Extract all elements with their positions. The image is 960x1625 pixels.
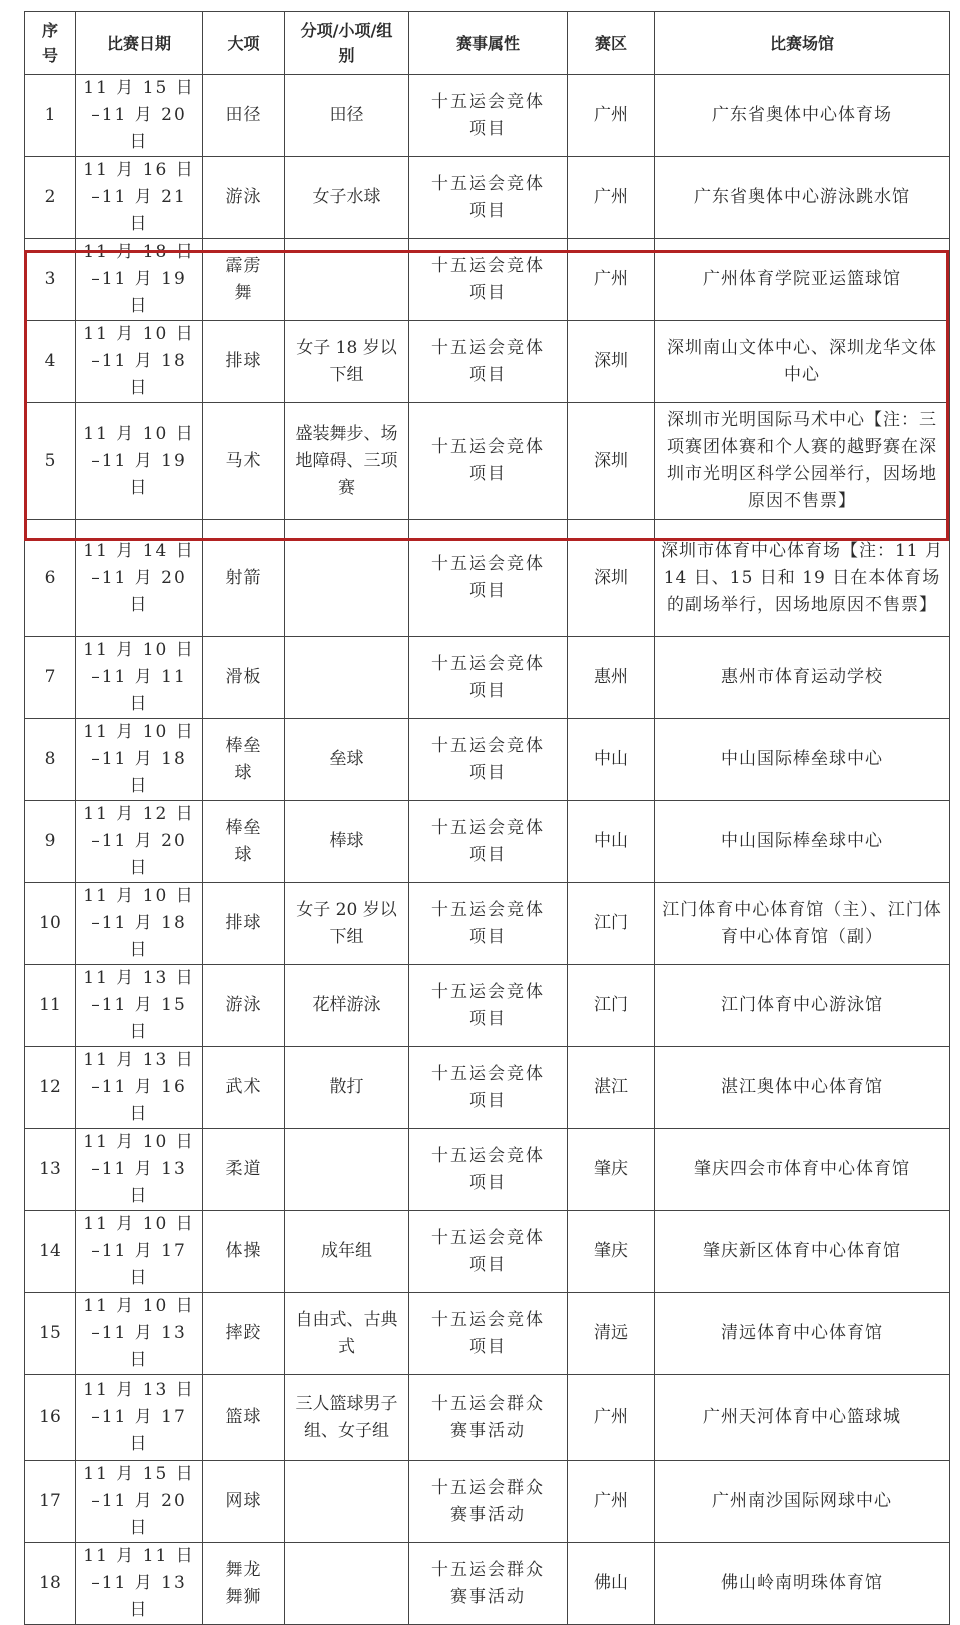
cell-attr: 十五运会竞体项目 <box>409 1211 568 1293</box>
cell-no: 16 <box>25 1375 76 1461</box>
cell-major: 排球 <box>203 321 285 403</box>
cell-sub <box>285 1461 409 1543</box>
cell-major: 游泳 <box>203 157 285 239</box>
cell-sub: 成年组 <box>285 1211 409 1293</box>
cell-zone: 清远 <box>568 1293 655 1375</box>
cell-date <box>76 321 203 403</box>
date-start: 11 月 10 日 <box>83 640 195 660</box>
table-row <box>25 637 950 719</box>
cell-no: 11 <box>25 965 76 1047</box>
cell-attr: 十五运会竞体项目 <box>409 1293 568 1375</box>
cell-date <box>76 1129 203 1211</box>
cell-zone: 湛江 <box>568 1047 655 1129</box>
cell-no: 15 <box>25 1293 76 1375</box>
cell-date <box>76 1461 203 1543</box>
date-start: 11 月 13 日 <box>83 1380 195 1400</box>
date-end: –11 月 17 日 <box>91 1407 187 1454</box>
cell-sub: 田径 <box>285 75 409 157</box>
cell-attr: 十五运会竞体项目 <box>409 239 568 321</box>
cell-date <box>76 637 203 719</box>
date-start: 11 月 15 日 <box>83 1464 195 1484</box>
cell-major: 武术 <box>203 1047 285 1129</box>
cell-no: 6 <box>25 520 76 637</box>
cell-attr: 十五运会竞体项目 <box>409 75 568 157</box>
date-start: 11 月 13 日 <box>83 1050 195 1070</box>
cell-zone: 肇庆 <box>568 1211 655 1293</box>
cell-venue: 中山国际棒垒球中心 <box>655 801 950 883</box>
cell-date <box>76 1047 203 1129</box>
header-sub: 分项/小项/组别 <box>285 12 409 75</box>
table-row <box>25 1461 950 1543</box>
cell-sub: 垒球 <box>285 719 409 801</box>
table-row <box>25 1293 950 1375</box>
cell-venue: 中山国际棒垒球中心 <box>655 719 950 801</box>
cell-no: 14 <box>25 1211 76 1293</box>
cell-date <box>76 1375 203 1461</box>
cell-venue: 清远体育中心体育馆 <box>655 1293 950 1375</box>
date-start: 11 月 15 日 <box>83 78 195 98</box>
cell-sub: 花样游泳 <box>285 965 409 1047</box>
cell-attr: 十五运会群众赛事活动 <box>409 1543 568 1625</box>
header-attr: 赛事属性 <box>409 12 568 75</box>
cell-sub <box>285 239 409 321</box>
cell-venue: 江门体育中心游泳馆 <box>655 965 950 1047</box>
cell-venue: 广东省奥体中心游泳跳水馆 <box>655 157 950 239</box>
cell-zone: 中山 <box>568 719 655 801</box>
cell-sub: 三人篮球男子组、女子组 <box>285 1375 409 1461</box>
cell-zone: 惠州 <box>568 637 655 719</box>
date-start: 11 月 10 日 <box>83 423 195 444</box>
cell-venue: 肇庆四会市体育中心体育馆 <box>655 1129 950 1211</box>
cell-attr: 十五运会竞体项目 <box>409 883 568 965</box>
cell-zone: 深圳 <box>568 403 655 520</box>
header-date: 比赛日期 <box>76 12 203 75</box>
cell-major: 排球 <box>203 883 285 965</box>
date-start: 11 月 10 日 <box>83 324 195 344</box>
cell-sub: 盛装舞步、场地障碍、三项赛 <box>285 403 409 520</box>
date-end: –11 月 20 日 <box>91 1491 187 1538</box>
cell-attr: 十五运会竞体项目 <box>409 1047 568 1129</box>
cell-date <box>76 239 203 321</box>
cell-venue: 佛山岭南明珠体育馆 <box>655 1543 950 1625</box>
cell-major: 舞龙舞狮 <box>203 1543 285 1625</box>
table-row <box>25 1211 950 1293</box>
cell-major: 网球 <box>203 1461 285 1543</box>
cell-zone: 广州 <box>568 75 655 157</box>
cell-sub <box>285 1129 409 1211</box>
date-start: 11 月 18 日 <box>83 242 195 262</box>
cell-attr: 十五运会竞体项目 <box>409 965 568 1047</box>
cell-attr: 十五运会竞体项目 <box>409 520 568 637</box>
cell-major: 体操 <box>203 1211 285 1293</box>
cell-zone: 深圳 <box>568 321 655 403</box>
cell-zone: 江门 <box>568 965 655 1047</box>
cell-no: 1 <box>25 75 76 157</box>
date-end: –11 月 19 日 <box>91 450 187 498</box>
cell-venue: 肇庆新区体育中心体育馆 <box>655 1211 950 1293</box>
cell-major: 篮球 <box>203 1375 285 1461</box>
cell-major: 棒垒球 <box>203 719 285 801</box>
date-end: –11 月 13 日 <box>91 1159 187 1206</box>
cell-venue: 深圳市光明国际马术中心【注：三项赛团体赛和个人赛的越野赛在深圳市光明区科学公园举行，因场地原因不售票】 <box>655 403 950 520</box>
cell-sub: 自由式、古典式 <box>285 1293 409 1375</box>
cell-sub: 女子水球 <box>285 157 409 239</box>
table-row <box>25 1375 950 1461</box>
cell-date <box>76 801 203 883</box>
date-start: 11 月 12 日 <box>83 804 195 824</box>
cell-no: 3 <box>25 239 76 321</box>
cell-no: 13 <box>25 1129 76 1211</box>
cell-sub: 女子 18 岁以下组 <box>285 321 409 403</box>
cell-no: 5 <box>25 403 76 520</box>
table-row <box>25 1543 950 1625</box>
cell-attr: 十五运会竞体项目 <box>409 321 568 403</box>
date-start: 11 月 10 日 <box>83 886 195 906</box>
header-venue: 比赛场馆 <box>655 12 950 75</box>
cell-venue: 惠州市体育运动学校 <box>655 637 950 719</box>
cell-major: 摔跤 <box>203 1293 285 1375</box>
cell-attr: 十五运会竞体项目 <box>409 637 568 719</box>
cell-zone: 广州 <box>568 1461 655 1543</box>
cell-major: 田径 <box>203 75 285 157</box>
cell-major: 滑板 <box>203 637 285 719</box>
date-start: 11 月 13 日 <box>83 968 195 988</box>
cell-attr: 十五运会竞体项目 <box>409 719 568 801</box>
cell-venue: 广东省奥体中心体育场 <box>655 75 950 157</box>
cell-venue: 广州南沙国际网球中心 <box>655 1461 950 1543</box>
date-end: –11 月 15 日 <box>91 995 187 1042</box>
date-end: –11 月 19 日 <box>91 269 187 316</box>
date-end: –11 月 16 日 <box>91 1077 187 1124</box>
cell-no: 2 <box>25 157 76 239</box>
date-end: –11 月 13 日 <box>91 1573 187 1620</box>
cell-venue: 深圳市体育中心体育场【注：11 月 14 日、15 日和 19 日在本体育场的副场举行，因场地原因不售票】 <box>655 520 950 637</box>
cell-attr: 十五运会竞体项目 <box>409 403 568 520</box>
table-row <box>25 520 950 637</box>
cell-sub: 散打 <box>285 1047 409 1129</box>
cell-zone: 广州 <box>568 239 655 321</box>
header-major: 大项 <box>203 12 285 75</box>
table-row <box>25 1129 950 1211</box>
cell-venue: 深圳南山文体中心、深圳龙华文体中心 <box>655 321 950 403</box>
date-start: 11 月 10 日 <box>83 722 195 742</box>
date-end: –11 月 18 日 <box>91 351 187 398</box>
cell-no: 12 <box>25 1047 76 1129</box>
cell-no: 8 <box>25 719 76 801</box>
cell-venue: 广州体育学院亚运篮球馆 <box>655 239 950 321</box>
cell-sub <box>285 1543 409 1625</box>
cell-no: 17 <box>25 1461 76 1543</box>
cell-date <box>76 883 203 965</box>
date-end: –11 月 21 日 <box>91 187 187 234</box>
cell-date <box>76 403 203 520</box>
cell-date <box>76 520 203 637</box>
table-row <box>25 883 950 965</box>
cell-no: 4 <box>25 321 76 403</box>
date-start: 11 月 10 日 <box>83 1214 195 1234</box>
date-start: 11 月 11 日 <box>83 1546 195 1566</box>
cell-zone: 中山 <box>568 801 655 883</box>
cell-venue: 江门体育中心体育馆（主）、江门体育中心体育馆（副） <box>655 883 950 965</box>
date-end: –11 月 17 日 <box>91 1241 187 1288</box>
date-end: –11 月 20 日 <box>91 567 187 615</box>
cell-no: 7 <box>25 637 76 719</box>
table-row <box>25 1047 950 1129</box>
cell-zone: 肇庆 <box>568 1129 655 1211</box>
cell-zone: 江门 <box>568 883 655 965</box>
cell-sub: 棒球 <box>285 801 409 883</box>
date-end: –11 月 18 日 <box>91 749 187 796</box>
table-row <box>25 157 950 239</box>
date-end: –11 月 11 日 <box>91 667 187 714</box>
table-row <box>25 801 950 883</box>
cell-date <box>76 1211 203 1293</box>
date-start: 11 月 10 日 <box>83 1296 195 1316</box>
cell-date <box>76 965 203 1047</box>
cell-venue: 湛江奥体中心体育馆 <box>655 1047 950 1129</box>
table-row <box>25 239 950 321</box>
date-start: 11 月 14 日 <box>83 540 195 561</box>
table-row <box>25 321 950 403</box>
cell-attr: 十五运会竞体项目 <box>409 157 568 239</box>
table-row <box>25 965 950 1047</box>
cell-major: 柔道 <box>203 1129 285 1211</box>
cell-no: 18 <box>25 1543 76 1625</box>
cell-date <box>76 719 203 801</box>
date-start: 11 月 16 日 <box>83 160 195 180</box>
cell-zone: 广州 <box>568 157 655 239</box>
header-no: 序号 <box>25 12 76 75</box>
header-row <box>25 12 950 75</box>
date-end: –11 月 20 日 <box>91 831 187 878</box>
date-end: –11 月 13 日 <box>91 1323 187 1370</box>
cell-attr: 十五运会竞体项目 <box>409 1129 568 1211</box>
cell-date <box>76 157 203 239</box>
cell-attr: 十五运会群众赛事活动 <box>409 1375 568 1461</box>
cell-date <box>76 1543 203 1625</box>
cell-attr: 十五运会群众赛事活动 <box>409 1461 568 1543</box>
header-zone: 赛区 <box>568 12 655 75</box>
cell-major: 霹雳舞 <box>203 239 285 321</box>
table-row <box>25 719 950 801</box>
table-row <box>25 75 950 157</box>
date-end: –11 月 20 日 <box>91 105 187 152</box>
cell-zone: 广州 <box>568 1375 655 1461</box>
cell-date <box>76 1293 203 1375</box>
cell-date <box>76 75 203 157</box>
cell-sub <box>285 637 409 719</box>
cell-zone: 深圳 <box>568 520 655 637</box>
cell-zone: 佛山 <box>568 1543 655 1625</box>
cell-major: 射箭 <box>203 520 285 637</box>
cell-sub: 女子 20 岁以下组 <box>285 883 409 965</box>
cell-attr: 十五运会竞体项目 <box>409 801 568 883</box>
date-start: 11 月 10 日 <box>83 1132 195 1152</box>
cell-major: 马术 <box>203 403 285 520</box>
cell-sub <box>285 520 409 637</box>
cell-major: 游泳 <box>203 965 285 1047</box>
cell-no: 9 <box>25 801 76 883</box>
cell-no: 10 <box>25 883 76 965</box>
date-end: –11 月 18 日 <box>91 913 187 960</box>
cell-venue: 广州天河体育中心篮球城 <box>655 1375 950 1461</box>
cell-major: 棒垒球 <box>203 801 285 883</box>
schedule-table-container <box>24 11 950 1625</box>
schedule-table <box>24 11 950 1625</box>
table-row <box>25 403 950 520</box>
